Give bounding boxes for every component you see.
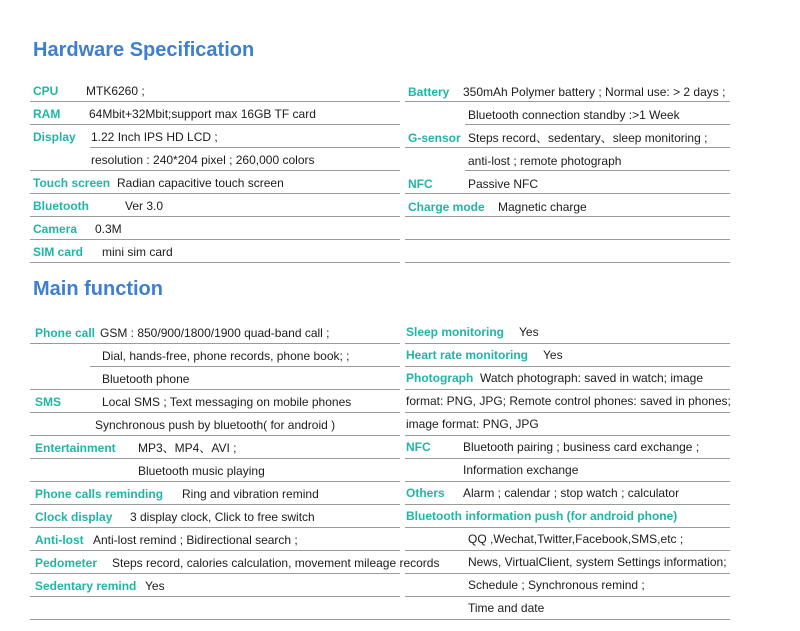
spec-label-sim-card: SIM card (33, 245, 84, 259)
divider (405, 389, 730, 390)
divider (30, 262, 400, 263)
spec-value-touch-screen: Radian capacitive touch screen (117, 176, 284, 190)
func-label-clock-display: Clock display (35, 510, 113, 524)
func-value-sms-push: Synchronous push by bluetooth( for android ) (95, 418, 336, 432)
spec-value-battery: 350mAh Polymer battery ; Normal use: > 2 days ; (463, 85, 726, 99)
func-label-sms: SMS (35, 395, 62, 409)
divider (405, 504, 730, 505)
divider (405, 193, 730, 194)
spec-label-battery: Battery (408, 85, 450, 99)
func-label-phone-calls-reminding: Phone calls reminding (35, 487, 164, 501)
func-label-photograph: Photograph (406, 371, 474, 385)
divider (90, 366, 400, 367)
func-value-anti-lost: Anti-lost remind ; Bidirectional search ; (93, 533, 298, 547)
spec-label-bluetooth: Bluetooth (33, 199, 89, 213)
divider (405, 343, 730, 344)
func-value-sleep-monitoring: Yes (519, 325, 539, 339)
spec-value-g-sensor-extra: anti-lost ; remote photograph (468, 154, 622, 168)
func-value-nfc-info: Information exchange (463, 463, 579, 477)
hardware-title: Hardware Specification (33, 39, 255, 61)
func-label-phone-call: Phone call (35, 326, 96, 340)
divider (30, 458, 400, 459)
func-label-sedentary-remind: Sedentary remind (35, 579, 137, 593)
divider (30, 343, 400, 344)
spec-value-camera: 0.3M (95, 222, 122, 236)
divider (405, 527, 730, 528)
spec-label-touch-screen: Touch screen (33, 176, 111, 190)
func-value-nfc: Bluetooth pairing ; business card exchange ; (463, 440, 700, 454)
func-label-anti-lost: Anti-lost (35, 533, 84, 547)
divider (405, 239, 730, 240)
spec-value-charge-mode: Magnetic charge (498, 200, 587, 214)
func-value-photograph: Watch photograph: saved in watch; image (480, 371, 704, 385)
divider (90, 147, 400, 148)
func-value-push-news: News, VirtualClient, system Settings information; (468, 555, 727, 569)
func-value-push-time: Time and date (468, 601, 545, 615)
func-value-push-apps: QQ ,Wechat,Twitter,Facebook,SMS,etc ; (468, 532, 684, 546)
func-value-push-schedule: Schedule ; Synchronous remind ; (468, 578, 645, 592)
divider (405, 550, 730, 551)
spec-value-sim-card: mini sim card (102, 245, 173, 259)
spec-value-g-sensor: Steps record、sedentary、sleep monitoring ; (468, 131, 708, 145)
divider (30, 412, 400, 413)
spec-label-camera: Camera (33, 222, 78, 236)
spec-label-g-sensor: G-sensor (408, 131, 461, 145)
divider (30, 389, 400, 390)
divider (405, 216, 730, 217)
func-value-phone-calls-reminding: Ring and vibration remind (182, 487, 319, 501)
func-value-photograph-format: format: PNG, JPG; Remote control phones: saved in phones; (406, 394, 731, 408)
divider (30, 101, 400, 102)
spec-value-display: 1.22 Inch IPS HD LCD ; (91, 130, 218, 144)
divider (405, 573, 730, 574)
func-label-others: Others (406, 486, 445, 500)
divider (30, 170, 400, 171)
spec-label-charge-mode: Charge mode (408, 200, 485, 214)
divider (30, 550, 400, 551)
divider (465, 124, 730, 125)
spec-label-display: Display (33, 130, 76, 144)
divider (30, 239, 400, 240)
func-value-bluetooth-phone: Bluetooth phone (102, 372, 190, 386)
func-value-heart-rate-monitoring: Yes (543, 348, 563, 362)
divider (405, 147, 730, 148)
divider (30, 193, 400, 194)
spec-value-battery-standby: Bluetooth connection standby :>1 Week (468, 108, 680, 122)
spec-value-nfc: Passive NFC (468, 177, 539, 191)
divider (30, 481, 400, 482)
func-label-entertainment: Entertainment (35, 441, 116, 455)
divider (30, 527, 400, 528)
func-label-nfc: NFC (406, 440, 431, 454)
func-value-phone-call-dial: Dial, hands-free, phone records, phone book; ; (102, 349, 350, 363)
func-label-heart-rate-monitoring: Heart rate monitoring (406, 348, 529, 362)
func-value-sedentary-remind: Yes (145, 579, 165, 593)
func-label-pedometer: Pedometer (35, 556, 98, 570)
spec-value-cpu: MTK6260 ; (86, 84, 145, 98)
spec-value-ram: 64Mbit+32Mbit;support max 16GB TF card (89, 107, 316, 121)
divider (30, 596, 400, 597)
divider (405, 596, 730, 597)
func-value-photograph-image-format: image format: PNG, JPG (406, 417, 539, 431)
func-value-phone-call: GSM : 850/900/1800/1900 quad-band call ; (100, 326, 330, 340)
divider (405, 262, 730, 263)
main-function-title: Main function (33, 278, 163, 300)
divider (405, 458, 730, 459)
divider (405, 101, 730, 102)
spec-value-display-resolution: resolution : 240*204 pixel ; 260,000 colors (91, 153, 315, 167)
divider (405, 412, 730, 413)
divider (30, 573, 400, 574)
func-label-bluetooth-info-push: Bluetooth information push (for android phone) (406, 509, 678, 523)
func-value-entertainment: MP3、MP4、AVI ; (138, 441, 237, 455)
func-value-bluetooth-music: Bluetooth music playing (138, 464, 265, 478)
divider (465, 170, 730, 171)
divider (405, 435, 730, 436)
divider (30, 124, 400, 125)
divider (405, 366, 730, 367)
divider (405, 481, 730, 482)
func-value-others: Alarm ; calendar ; stop watch ; calculator (463, 486, 680, 500)
divider (30, 216, 400, 217)
func-value-sms: Local SMS ; Text messaging on mobile phones (102, 395, 352, 409)
spec-label-nfc: NFC (408, 177, 433, 191)
divider (30, 435, 400, 436)
func-label-sleep-monitoring: Sleep monitoring (406, 325, 505, 339)
divider (30, 504, 400, 505)
func-value-clock-display: 3 display clock, Click to free switch (130, 510, 315, 524)
spec-label-ram: RAM (33, 107, 61, 121)
func-value-pedometer: Steps record, calories calculation, movement mileage records (112, 556, 440, 570)
divider (30, 619, 730, 620)
spec-label-cpu: CPU (33, 84, 59, 98)
spec-value-bluetooth: Ver 3.0 (125, 199, 164, 213)
